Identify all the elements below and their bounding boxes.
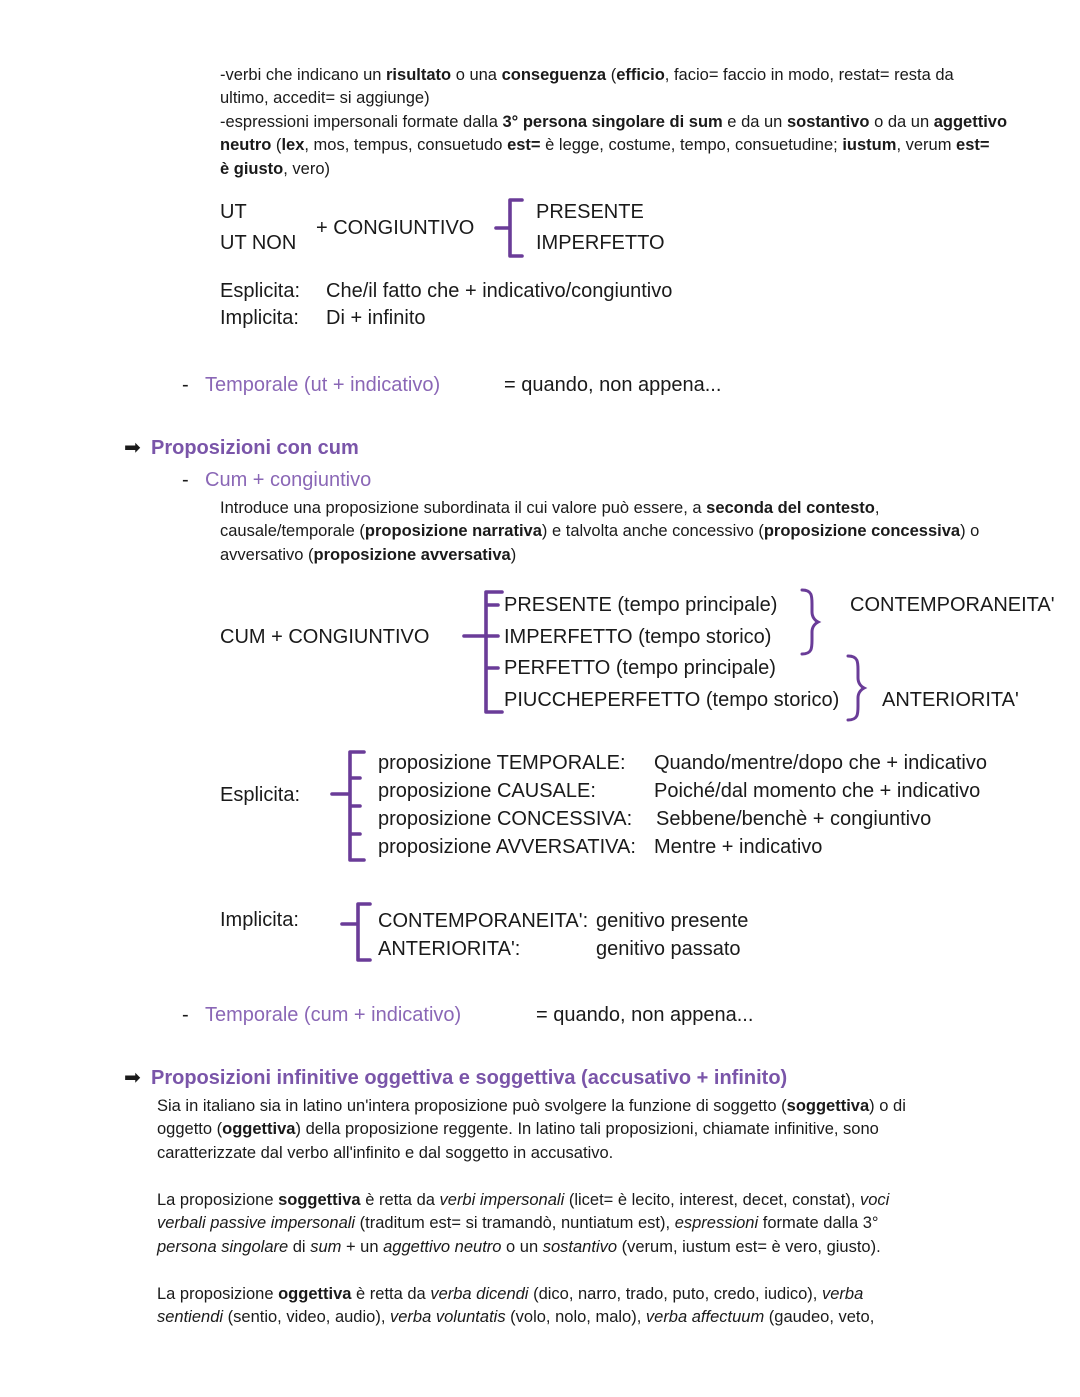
contemporaneita-label: CONTEMPORANEITA': — [378, 910, 589, 932]
prop-temporale-text: Quando/mentre/dopo che + indicativo — [654, 752, 987, 774]
text-line: è giusto, vero) — [220, 160, 331, 178]
brace-icon — [328, 748, 370, 864]
tense-perfetto: PERFETTO (tempo principale) — [504, 657, 776, 679]
prop-concessiva: proposizione CONCESSIVA: — [378, 808, 633, 830]
esplicita-label: Esplicita: — [220, 784, 301, 806]
anteriorita-label: ANTERIORITA': — [378, 938, 521, 960]
arrow-right-icon: ➡ — [124, 1067, 141, 1089]
text-line: -verbi che indicano un risultato o una conseguenza (efficio, facio= faccio in modo, restat= resta da — [220, 66, 954, 84]
temporale-cum-heading: Temporale (cum + indicativo) — [205, 1004, 462, 1026]
text-line: La proposizione soggettiva è retta da verbi impersonali (licet= è lecito, interest, decet, constat), voci — [157, 1191, 890, 1209]
tense-presente: PRESENTE (tempo principale) — [504, 594, 778, 616]
anteriorita-label: ANTERIORITA' — [882, 689, 1019, 711]
prop-temporale: proposizione TEMPORALE: — [378, 752, 626, 774]
text-line: caratterizzate dal verbo all'infinito e dal soggetto in accusativo. — [157, 1144, 614, 1162]
text-line: causale/temporale (proposizione narrativa) e talvolta anche concessivo (proposizione concessiva) o — [220, 522, 980, 540]
text-line: La proposizione oggettiva è retta da verba dicendi (dico, narro, trado, puto, credo, iudico), verba — [157, 1285, 864, 1303]
brace-icon — [458, 588, 508, 716]
bullet-dash: - — [182, 374, 189, 396]
temporale-ut-meaning: = quando, non appena... — [504, 374, 722, 396]
text-line: ultimo, accedit= si aggiunge) — [220, 89, 430, 107]
bullet-dash: - — [182, 469, 189, 491]
text-line: sentiendi (sentio, video, audio), verba voluntatis (volo, nolo, malo), verba affectuum (gaudeo, veto, — [157, 1308, 875, 1326]
text-line: persona singolare di sum + un aggettivo neutro o un sostantivo (verum, iustum est= è vero, giusto). — [157, 1238, 881, 1256]
esplicita-label: Esplicita: — [220, 280, 301, 302]
section-heading-cum: Proposizioni con cum — [151, 437, 359, 459]
imperfetto-label: IMPERFETTO — [536, 232, 665, 254]
text-line: avversativo (proposizione avversativa) — [220, 546, 517, 564]
implicita-label: Implicita: — [220, 307, 299, 329]
text-line: -espressioni impersonali formate dalla 3° persona singolare di sum e da un sostantivo o da un aggettivo — [220, 113, 1008, 131]
tense-imperfetto: IMPERFETTO (tempo storico) — [504, 626, 772, 648]
prop-causale: proposizione CAUSALE: — [378, 780, 596, 802]
esplicita-text: Che/il fatto che + indicativo/congiuntivo — [326, 280, 673, 302]
congiuntivo-label: + CONGIUNTIVO — [316, 217, 475, 239]
presente-label: PRESENTE — [536, 201, 644, 223]
cum-congiuntivo-main: CUM + CONGIUNTIVO — [220, 626, 430, 648]
text-line: Introduce una proposizione subordinata il cui valore può essere, a seconda del contesto, — [220, 499, 880, 517]
prop-concessiva-text: Sebbene/benchè + congiuntivo — [656, 808, 932, 830]
prop-avversativa-text: Mentre + indicativo — [654, 836, 823, 858]
brace-icon — [796, 586, 822, 658]
tense-piuccheperfetto: PIUCCHEPERFETTO (tempo storico) — [504, 689, 840, 711]
arrow-right-icon: ➡ — [124, 437, 141, 459]
temporale-cum-meaning: = quando, non appena... — [536, 1004, 754, 1026]
brace-icon — [842, 652, 868, 724]
prop-causale-text: Poiché/dal momento che + indicativo — [654, 780, 981, 802]
ut-label: UT — [220, 201, 247, 223]
ut-non-label: UT NON — [220, 232, 297, 254]
cum-congiuntivo-heading: Cum + congiuntivo — [205, 469, 372, 491]
prop-avversativa: proposizione AVVERSATIVA: — [378, 836, 636, 858]
brace-icon — [490, 196, 526, 262]
section-heading-infinitive: Proposizioni infinitive oggettiva e soggettiva (accusativo + infinito) — [151, 1067, 788, 1089]
contemporaneita-label: CONTEMPORANEITA' — [850, 594, 1055, 616]
temporale-ut-heading: Temporale (ut + indicativo) — [205, 374, 441, 396]
text-line: verbali passive impersonali (traditum est= si tramandò, nuntiatum est), espressioni formate dalla 3° — [157, 1214, 879, 1232]
text-line: neutro (lex, mos, tempus, consuetudo est= è legge, costume, tempo, consuetudine; iustum, verum est= — [220, 136, 990, 154]
brace-icon — [336, 900, 376, 964]
genitivo-presente: genitivo presente — [596, 910, 749, 932]
implicita-label: Implicita: — [220, 909, 299, 931]
text-line: Sia in italiano sia in latino un'intera proposizione può svolgere la funzione di soggetto (soggettiva) o di — [157, 1097, 906, 1115]
text-line: oggetto (oggettiva) della proposizione reggente. In latino tali proposizioni, chiamate infinitive, sono — [157, 1120, 879, 1138]
bullet-dash: - — [182, 1004, 189, 1026]
implicita-text: Di + infinito — [326, 307, 426, 329]
genitivo-passato: genitivo passato — [596, 938, 741, 960]
